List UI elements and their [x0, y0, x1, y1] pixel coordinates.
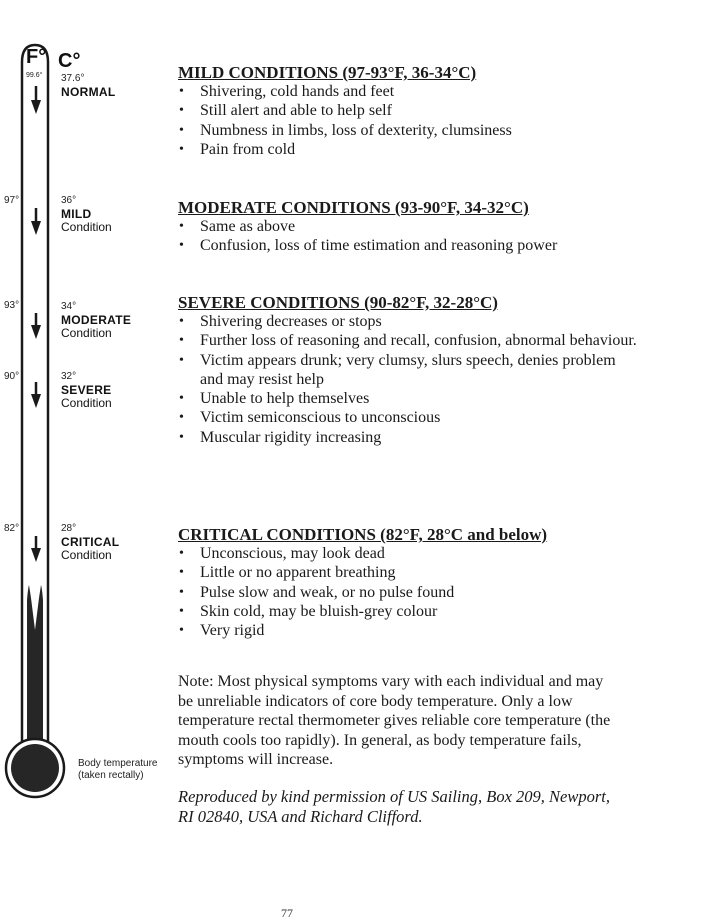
bullet-icon: • — [179, 84, 184, 99]
list-item-text: Further loss of reasoning and recall, confusion, abnormal behaviour. — [200, 332, 637, 350]
bullet-icon: • — [179, 429, 184, 445]
list-item-text: Victim appears drunk; very clumsy, slurs speech, denies problem and may resist help — [200, 351, 616, 388]
celsius-tick: 34° — [61, 301, 77, 312]
arrow-down-icon — [31, 86, 41, 114]
bullet-icon: • — [179, 565, 184, 581]
moderate-conditions-section — [178, 198, 638, 256]
list-item — [178, 563, 638, 582]
list-item — [178, 544, 638, 563]
bullet-icon: • — [179, 603, 184, 619]
bullet-icon: • — [179, 219, 184, 234]
list-item-text: Shivering, cold hands and feet — [200, 83, 395, 100]
bullet-icon: • — [179, 584, 184, 600]
list-item — [178, 428, 638, 447]
celsius-tick: 37.6° — [61, 73, 85, 84]
list-item-text: Very rigid — [200, 622, 265, 640]
bullet-icon: • — [179, 391, 184, 407]
list-item — [178, 331, 638, 350]
celsius-tick: 36° — [61, 195, 77, 206]
symptom-list — [178, 312, 638, 447]
bullet-icon: • — [179, 122, 184, 138]
list-item-text: Shivering decreases or stops — [200, 313, 382, 330]
symptom-list — [178, 217, 638, 256]
bullet-icon: • — [179, 103, 184, 119]
permission-credit: Reproduced by kind permission of US Sailing, Box 209, Newport, RI 02840, USA and Richard Clifford. — [178, 786, 611, 826]
page-number: 77 — [281, 906, 293, 920]
list-item — [178, 602, 638, 621]
list-item-text: Skin cold, may be bluish-grey colour — [200, 602, 438, 620]
list-item — [178, 621, 638, 640]
bullet-icon: • — [179, 141, 184, 157]
level-subtitle: Condition — [61, 326, 112, 340]
level-subtitle: Condition — [61, 548, 112, 562]
list-item — [178, 583, 638, 602]
level-subtitle: Condition — [61, 396, 112, 410]
list-item — [178, 236, 638, 255]
bullet-icon: • — [179, 314, 184, 329]
fahrenheit-tick: 93° — [4, 300, 20, 311]
critical-conditions-section — [178, 525, 638, 640]
bullet-icon: • — [179, 238, 184, 254]
symptom-list — [178, 544, 638, 640]
list-item-text: Same as above — [200, 218, 296, 235]
list-item-text: Victim semiconscious to unconscious — [200, 409, 441, 427]
list-item — [178, 101, 638, 120]
bullet-icon: • — [179, 410, 184, 426]
caption-line: (taken rectally) — [78, 770, 144, 781]
list-item-text: Confusion, loss of time estimation and reasoning power — [200, 237, 558, 255]
level-title: SEVERE — [61, 383, 112, 397]
list-item — [178, 121, 638, 140]
list-item — [178, 312, 638, 331]
level-subtitle: Condition — [61, 220, 112, 234]
arrow-down-icon — [31, 536, 41, 562]
fahrenheit-tick: 99.6° — [26, 72, 43, 79]
list-item-text: Pulse slow and weak, or no pulse found — [200, 583, 455, 601]
section-heading: MILD CONDITIONS (97-93°F, 36-34°C) — [178, 63, 477, 82]
level-title: MILD — [61, 207, 92, 221]
arrow-down-icon — [31, 382, 41, 408]
note-paragraph: Note: Most physical symptoms vary with each individual and may be unreliable indicators of core body temperature. Only a low temperature rectal thermometer gives reliable core temperature (the mouth cools too rapidly). In general, as body temperature fails, symptoms will increase. — [178, 673, 611, 769]
list-item-text: Muscular rigidity increasing — [200, 428, 382, 446]
celsius-unit-label: C° — [58, 50, 81, 72]
celsius-tick: 32° — [61, 371, 77, 382]
level-title: NORMAL — [61, 85, 116, 99]
list-item — [178, 389, 638, 408]
list-item-text: Numbness in limbs, loss of dexterity, clumsiness — [200, 121, 512, 139]
section-heading: MODERATE CONDITIONS (93-90°F, 34-32°C) — [178, 198, 529, 217]
list-item — [178, 82, 638, 101]
symptom-list — [178, 82, 638, 159]
arrow-down-icon — [31, 313, 41, 339]
list-item-text: Unable to help themselves — [200, 390, 370, 408]
bullet-icon: • — [179, 623, 184, 639]
list-item-text: Still alert and able to help self — [200, 102, 392, 120]
list-item — [178, 351, 638, 390]
fahrenheit-tick: 90° — [4, 371, 20, 382]
list-item — [178, 217, 638, 236]
level-title: MODERATE — [61, 313, 132, 327]
caption-line: Body temperature — [78, 758, 158, 769]
list-item-text: Little or no apparent breathing — [200, 564, 396, 582]
list-item-text: Pain from cold — [200, 140, 296, 158]
thermometer-bulb-fill — [11, 744, 59, 792]
celsius-tick: 28° — [61, 523, 77, 534]
thermometer-caption — [78, 758, 158, 782]
fahrenheit-unit-label: F° — [26, 46, 47, 68]
bullet-icon: • — [179, 352, 184, 368]
list-item-text: Unconscious, may look dead — [200, 545, 385, 562]
bullet-icon: • — [179, 333, 184, 349]
severe-conditions-section — [178, 293, 638, 447]
level-title: CRITICAL — [61, 535, 120, 549]
list-item — [178, 408, 638, 427]
section-heading: CRITICAL CONDITIONS (82°F, 28°C and below) — [178, 525, 548, 544]
list-item — [178, 140, 638, 159]
arrow-down-icon — [31, 208, 41, 235]
bullet-icon: • — [179, 546, 184, 561]
mild-conditions-section — [178, 63, 638, 159]
section-heading: SEVERE CONDITIONS (90-82°F, 32-28°C) — [178, 293, 498, 312]
fahrenheit-tick: 82° — [4, 523, 20, 534]
fahrenheit-tick: 97° — [4, 195, 20, 206]
